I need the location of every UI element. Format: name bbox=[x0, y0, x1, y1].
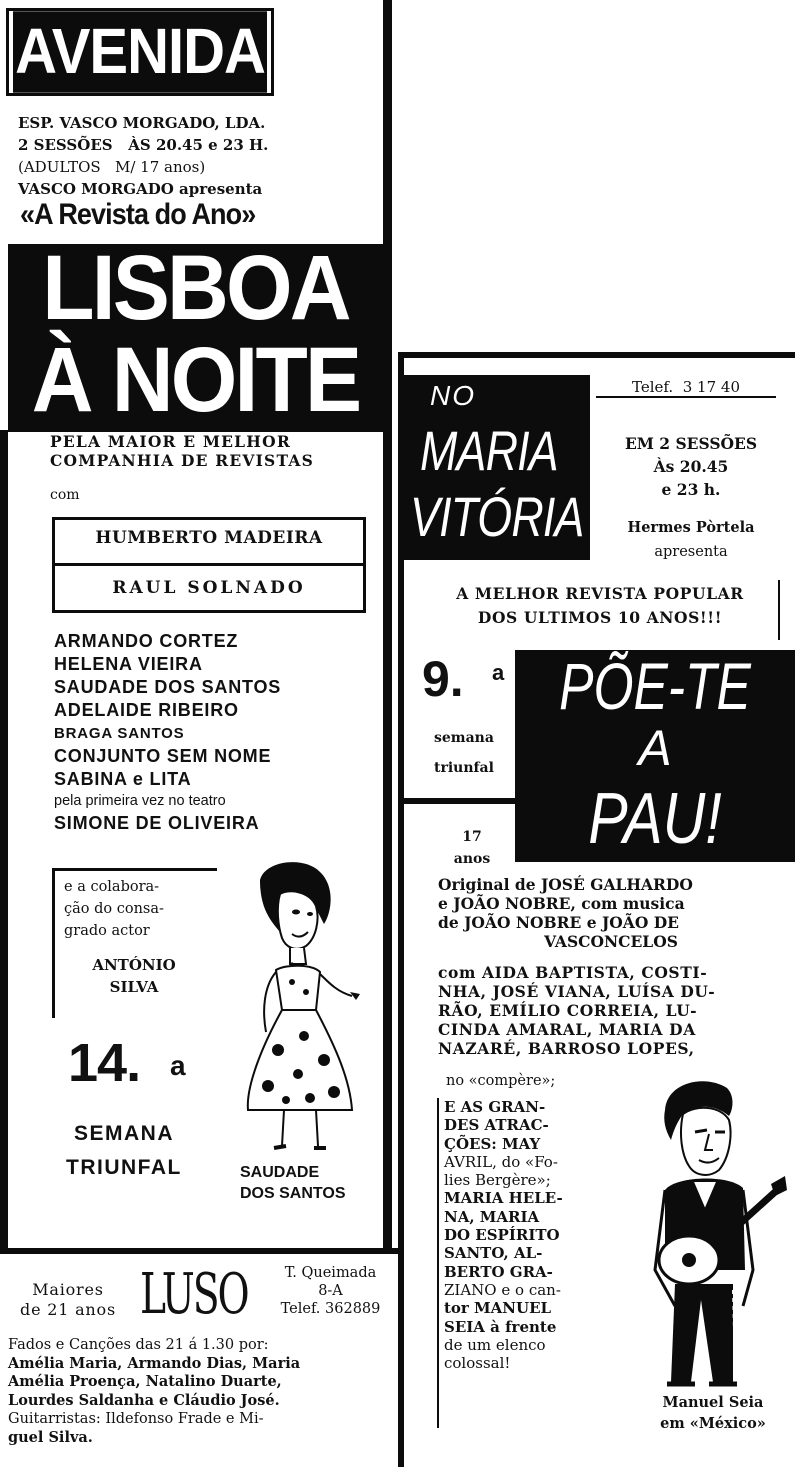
poete-title-line2: A bbox=[638, 720, 672, 776]
avenida-com: com bbox=[50, 487, 80, 503]
collab-line: e a colabora- bbox=[64, 879, 160, 895]
maria-vitoria-week-number: 9. bbox=[422, 651, 464, 707]
avenida-week-word: TRIUNFAL bbox=[66, 1156, 182, 1179]
address-line: Telef. 362889 bbox=[280, 1301, 381, 1317]
avenida-right-border bbox=[383, 0, 392, 1250]
presenter-name: Hermes Pòrtela bbox=[627, 519, 755, 536]
avenida-subtitle: PELA MAIOR E MELHOR COMPANHIA DE REVISTAS bbox=[50, 432, 314, 470]
maria-vitoria-cast bbox=[438, 963, 784, 1058]
debut-name: SIMONE DE OLIVEIRA bbox=[54, 813, 260, 833]
luso-logo: LUSO bbox=[140, 1262, 248, 1327]
collab-line: grado actor bbox=[64, 923, 150, 939]
avenida-logo: AVENIDA bbox=[13, 11, 267, 92]
collab-text bbox=[64, 876, 204, 942]
avenida-week-superscript: a bbox=[170, 1050, 186, 1081]
attraction-line: SEIA à frente bbox=[444, 1317, 557, 1336]
avenida-cast-list bbox=[54, 630, 374, 835]
maria-vitoria-name-line1: MARIA bbox=[420, 419, 558, 482]
first-time-note: pela primeira vez no teatro bbox=[54, 793, 226, 809]
collab-line: ção do consa- bbox=[64, 901, 164, 917]
attractions-rule bbox=[437, 1098, 439, 1428]
maria-vitoria-headline bbox=[410, 582, 790, 630]
attraction-line: BERTO GRA- bbox=[444, 1262, 553, 1281]
avenida-age: (ADULTOS M/ 17 anos) bbox=[18, 158, 206, 176]
headline-rule bbox=[778, 580, 780, 640]
maria-vitoria-presenter bbox=[596, 516, 786, 564]
star-name: HUMBERTO MADEIRA bbox=[95, 528, 323, 548]
guitarist-caricature-illustration bbox=[625, 1070, 790, 1400]
luso-address bbox=[268, 1264, 393, 1318]
program-line: Guitarristas: Ildefonso Frade e Mi- bbox=[8, 1411, 264, 1428]
headline-line: DOS ULTIMOS 10 ANOS!!! bbox=[477, 608, 723, 627]
avenida-presents: VASCO MORGADO apresenta bbox=[18, 180, 263, 198]
avenida-week-number: 14. bbox=[68, 1033, 141, 1093]
attraction-line: de um elenco bbox=[444, 1335, 546, 1354]
attraction-line: lies Bergère»; bbox=[444, 1171, 551, 1190]
headline-line: A MELHOR REVISTA POPULAR bbox=[456, 584, 744, 603]
cast-line: NHA, JOSÉ VIANA, LUÍSA DU- bbox=[438, 982, 716, 1001]
attraction-line: tor MANUEL bbox=[444, 1299, 552, 1318]
cast-line: com AIDA BAPTISTA, COSTI- bbox=[438, 963, 708, 982]
credits-line: VASCONCELOS bbox=[544, 932, 678, 951]
poete-title-line1: PÕE-TE bbox=[559, 649, 751, 723]
credits-line: Original de JOSÉ GALHARDO bbox=[438, 875, 693, 894]
avenida-left-border bbox=[0, 430, 8, 1250]
age-note-line: de 21 anos bbox=[20, 1300, 116, 1319]
woman-caricature-illustration bbox=[220, 860, 370, 1160]
cast-member: ADELAIDE RIBEIRO bbox=[54, 700, 239, 720]
cast-member: HELENA VIEIRA bbox=[54, 654, 203, 674]
cast-member: CONJUNTO SEM NOME bbox=[54, 746, 272, 766]
maria-vitoria-credits bbox=[438, 875, 784, 951]
avenida-tagline: «A Revista do Ano» bbox=[20, 198, 256, 231]
attraction-line: DO ESPÍRITO bbox=[444, 1226, 560, 1245]
program-line: guel Silva. bbox=[8, 1428, 93, 1446]
collab-actor-name bbox=[64, 954, 204, 998]
age-line: anos bbox=[453, 851, 491, 867]
stars-divider bbox=[52, 563, 366, 566]
attraction-line: AVRIL, do «Fo- bbox=[444, 1152, 558, 1171]
maria-vitoria-name-line2: VITÓRIA bbox=[410, 485, 584, 548]
avenida-illustration-caption bbox=[240, 1162, 390, 1204]
age-line: 17 bbox=[462, 829, 482, 845]
cast-line: NAZARÉ, BARROSO LOPES, bbox=[438, 1039, 695, 1058]
credits-line: de JOÃO NOBRE e JOÃO DE bbox=[438, 913, 679, 932]
attraction-line: ÇÕES: MAY bbox=[444, 1134, 541, 1153]
cast-line: RÃO, EMÍLIO CORREIA, LU- bbox=[438, 1001, 698, 1020]
cast-member: BRAGA SANTOS bbox=[54, 725, 185, 742]
address-line: T. Queimada bbox=[284, 1265, 377, 1281]
maria-vitoria-age bbox=[452, 826, 492, 870]
caption-line: DOS SANTOS bbox=[240, 1185, 346, 1202]
luso-top-border bbox=[0, 1248, 398, 1254]
show-title-line1: LISBOA bbox=[42, 237, 349, 339]
cast-member: ARMANDO CORTEZ bbox=[54, 631, 239, 651]
caption-line: em «México» bbox=[660, 1415, 766, 1432]
sessions-line: EM 2 SESSÕES bbox=[624, 434, 758, 453]
maria-vitoria-week-word: triunfal bbox=[434, 760, 494, 776]
cast-line: CINDA AMARAL, MARIA DA bbox=[438, 1020, 696, 1039]
cast-member: SAUDADE DOS SANTOS bbox=[54, 677, 282, 697]
maria-vitoria-sessions bbox=[596, 432, 786, 501]
avenida-week-word: SEMANA bbox=[74, 1122, 175, 1145]
maria-vitoria-week-superscript: a bbox=[492, 660, 505, 685]
maria-vitoria-week-word: semana bbox=[434, 730, 494, 746]
attraction-line: colossal! bbox=[444, 1354, 511, 1373]
maria-vitoria-no: NO bbox=[430, 380, 476, 411]
sessions-line: e 23 h. bbox=[661, 480, 721, 499]
address-line: 8-A bbox=[318, 1283, 343, 1299]
luso-program bbox=[8, 1336, 394, 1448]
avenida-company: ESP. VASCO MORGADO, LDA. bbox=[18, 114, 266, 132]
attraction-line: DES ATRAC- bbox=[444, 1116, 549, 1135]
attraction-line: SANTO, AL- bbox=[444, 1244, 543, 1263]
show-title-line2: À NOITE bbox=[31, 329, 360, 431]
maria-vitoria-attractions bbox=[444, 1098, 624, 1372]
program-line: Lourdes Saldanha e Cláudio José. bbox=[8, 1391, 280, 1409]
avenida-sessions: 2 SESSÕES ÀS 20.45 e 23 H. bbox=[18, 136, 269, 154]
maria-vitoria-top-border bbox=[398, 352, 795, 358]
credits-line: e JOÃO NOBRE, com musica bbox=[438, 894, 685, 913]
poete-title-line3: PAU! bbox=[588, 779, 722, 859]
collab-name-line: ANTÓNIO bbox=[92, 956, 176, 974]
attraction-line: NA, MARIA bbox=[444, 1207, 540, 1226]
attraction-line: ZIANO e o can- bbox=[444, 1280, 561, 1299]
maria-vitoria-illustration-caption bbox=[628, 1392, 795, 1434]
maria-vitoria-compere: no «compère»; bbox=[446, 1073, 556, 1089]
poete-separator bbox=[404, 798, 516, 804]
presents-word: apresenta bbox=[654, 544, 728, 560]
avenida-header-info bbox=[18, 112, 348, 200]
caption-line: SAUDADE bbox=[240, 1164, 320, 1181]
maria-vitoria-phone: Telef. 3 17 40 bbox=[596, 378, 776, 398]
program-line: Fados e Canções das 21 á 1.30 por: bbox=[8, 1337, 269, 1353]
attraction-line: MARIA HELE- bbox=[444, 1189, 563, 1208]
age-note-line: Maiores bbox=[32, 1280, 104, 1299]
program-line: Amélia Proença, Natalino Duarte, bbox=[8, 1373, 282, 1391]
program-line: Amélia Maria, Armando Dias, Maria bbox=[8, 1354, 301, 1372]
sessions-line: Às 20.45 bbox=[653, 457, 729, 476]
attraction-line: E AS GRAN- bbox=[444, 1098, 546, 1116]
cast-member: SABINA e LITA bbox=[54, 769, 192, 789]
luso-age-note bbox=[8, 1280, 128, 1320]
star-name: RAUL SOLNADO bbox=[112, 578, 306, 598]
caption-line: Manuel Seia bbox=[662, 1394, 764, 1411]
collab-name-line: SILVA bbox=[109, 978, 159, 996]
